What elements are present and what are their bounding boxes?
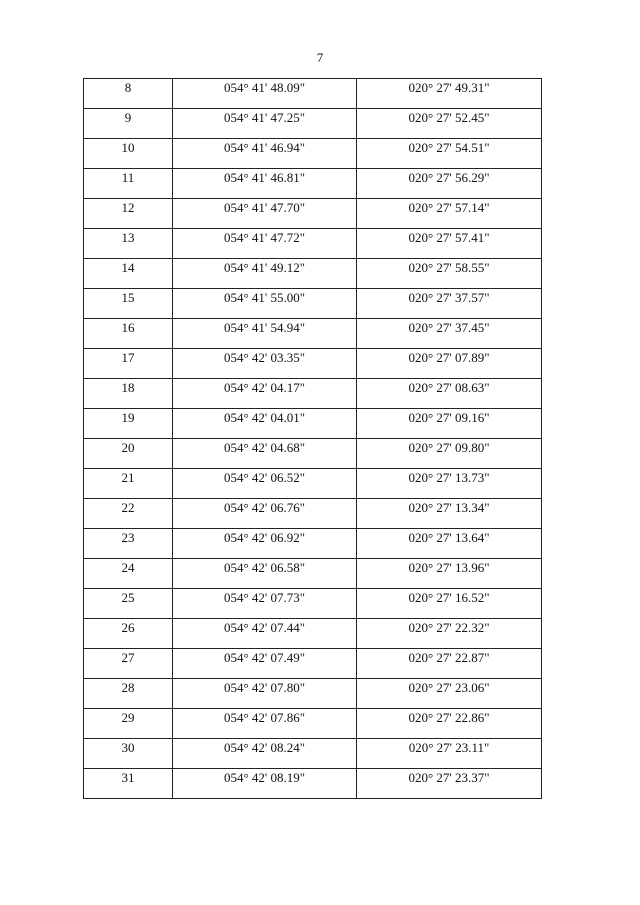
longitude-cell: 020° 27' 07.89" [357, 349, 542, 379]
longitude-cell: 020° 27' 57.14" [357, 199, 542, 229]
latitude-cell: 054° 42' 07.44" [173, 619, 357, 649]
latitude-cell: 054° 41' 46.81" [173, 169, 357, 199]
point-number-cell: 19 [84, 409, 173, 439]
table-row [84, 289, 542, 319]
latitude-cell: 054° 41' 49.12" [173, 259, 357, 289]
table-row [84, 379, 542, 409]
latitude-cell: 054° 42' 04.68" [173, 439, 357, 469]
table-row [84, 529, 542, 559]
longitude-cell: 020° 27' 57.41" [357, 229, 542, 259]
table-row [84, 679, 542, 709]
point-number-cell: 28 [84, 679, 173, 709]
longitude-cell: 020° 27' 22.87" [357, 649, 542, 679]
point-number-cell: 9 [84, 109, 173, 139]
longitude-cell: 020° 27' 22.32" [357, 619, 542, 649]
longitude-cell: 020° 27' 09.80" [357, 439, 542, 469]
latitude-cell: 054° 41' 46.94" [173, 139, 357, 169]
table-row [84, 589, 542, 619]
latitude-cell: 054° 42' 04.01" [173, 409, 357, 439]
table-row [84, 169, 542, 199]
latitude-cell: 054° 42' 07.49" [173, 649, 357, 679]
longitude-cell: 020° 27' 52.45" [357, 109, 542, 139]
longitude-cell: 020° 27' 13.73" [357, 469, 542, 499]
longitude-cell: 020° 27' 13.64" [357, 529, 542, 559]
point-number-cell: 27 [84, 649, 173, 679]
latitude-cell: 054° 41' 47.25" [173, 109, 357, 139]
table-row [84, 349, 542, 379]
point-number-cell: 22 [84, 499, 173, 529]
longitude-cell: 020° 27' 56.29" [357, 169, 542, 199]
table-row [84, 319, 542, 349]
longitude-cell: 020° 27' 49.31" [357, 79, 542, 109]
coordinates-table-body [84, 79, 542, 799]
longitude-cell: 020° 27' 54.51" [357, 139, 542, 169]
latitude-cell: 054° 42' 06.58" [173, 559, 357, 589]
point-number-cell: 14 [84, 259, 173, 289]
latitude-cell: 054° 42' 06.76" [173, 499, 357, 529]
longitude-cell: 020° 27' 23.06" [357, 679, 542, 709]
longitude-cell: 020° 27' 09.16" [357, 409, 542, 439]
latitude-cell: 054° 42' 03.35" [173, 349, 357, 379]
page-number: 7 [316, 50, 324, 65]
table-row [84, 499, 542, 529]
latitude-cell: 054° 41' 48.09" [173, 79, 357, 109]
longitude-cell: 020° 27' 13.96" [357, 559, 542, 589]
longitude-cell: 020° 27' 23.11" [357, 739, 542, 769]
point-number-cell: 29 [84, 709, 173, 739]
table-row [84, 649, 542, 679]
table-row [84, 229, 542, 259]
longitude-cell: 020° 27' 23.37" [357, 769, 542, 799]
point-number-cell: 12 [84, 199, 173, 229]
table-row [84, 199, 542, 229]
latitude-cell: 054° 42' 07.80" [173, 679, 357, 709]
table-row [84, 619, 542, 649]
point-number-cell: 15 [84, 289, 173, 319]
point-number-cell: 17 [84, 349, 173, 379]
point-number-cell: 20 [84, 439, 173, 469]
point-number-cell: 30 [84, 739, 173, 769]
point-number-cell: 25 [84, 589, 173, 619]
latitude-cell: 054° 41' 47.70" [173, 199, 357, 229]
point-number-cell: 31 [84, 769, 173, 799]
point-number-cell: 18 [84, 379, 173, 409]
longitude-cell: 020° 27' 13.34" [357, 499, 542, 529]
latitude-cell: 054° 42' 08.24" [173, 739, 357, 769]
longitude-cell: 020° 27' 22.86" [357, 709, 542, 739]
coordinates-table [83, 78, 542, 799]
table-row [84, 409, 542, 439]
table-row [84, 79, 542, 109]
latitude-cell: 054° 42' 07.73" [173, 589, 357, 619]
latitude-cell: 054° 41' 55.00" [173, 289, 357, 319]
table-row [84, 769, 542, 799]
latitude-cell: 054° 42' 06.92" [173, 529, 357, 559]
table-row [84, 559, 542, 589]
latitude-cell: 054° 42' 06.52" [173, 469, 357, 499]
table-row [84, 739, 542, 769]
latitude-cell: 054° 42' 07.86" [173, 709, 357, 739]
point-number-cell: 21 [84, 469, 173, 499]
point-number-cell: 11 [84, 169, 173, 199]
table-row [84, 109, 542, 139]
point-number-cell: 10 [84, 139, 173, 169]
table-row [84, 709, 542, 739]
point-number-cell: 13 [84, 229, 173, 259]
latitude-cell: 054° 42' 08.19" [173, 769, 357, 799]
longitude-cell: 020° 27' 08.63" [357, 379, 542, 409]
longitude-cell: 020° 27' 16.52" [357, 589, 542, 619]
point-number-cell: 24 [84, 559, 173, 589]
point-number-cell: 26 [84, 619, 173, 649]
table-row [84, 259, 542, 289]
point-number-cell: 16 [84, 319, 173, 349]
table-row [84, 469, 542, 499]
longitude-cell: 020° 27' 37.45" [357, 319, 542, 349]
table-row [84, 139, 542, 169]
table-row [84, 439, 542, 469]
latitude-cell: 054° 42' 04.17" [173, 379, 357, 409]
longitude-cell: 020° 27' 58.55" [357, 259, 542, 289]
point-number-cell: 8 [84, 79, 173, 109]
point-number-cell: 23 [84, 529, 173, 559]
latitude-cell: 054° 41' 54.94" [173, 319, 357, 349]
latitude-cell: 054° 41' 47.72" [173, 229, 357, 259]
longitude-cell: 020° 27' 37.57" [357, 289, 542, 319]
